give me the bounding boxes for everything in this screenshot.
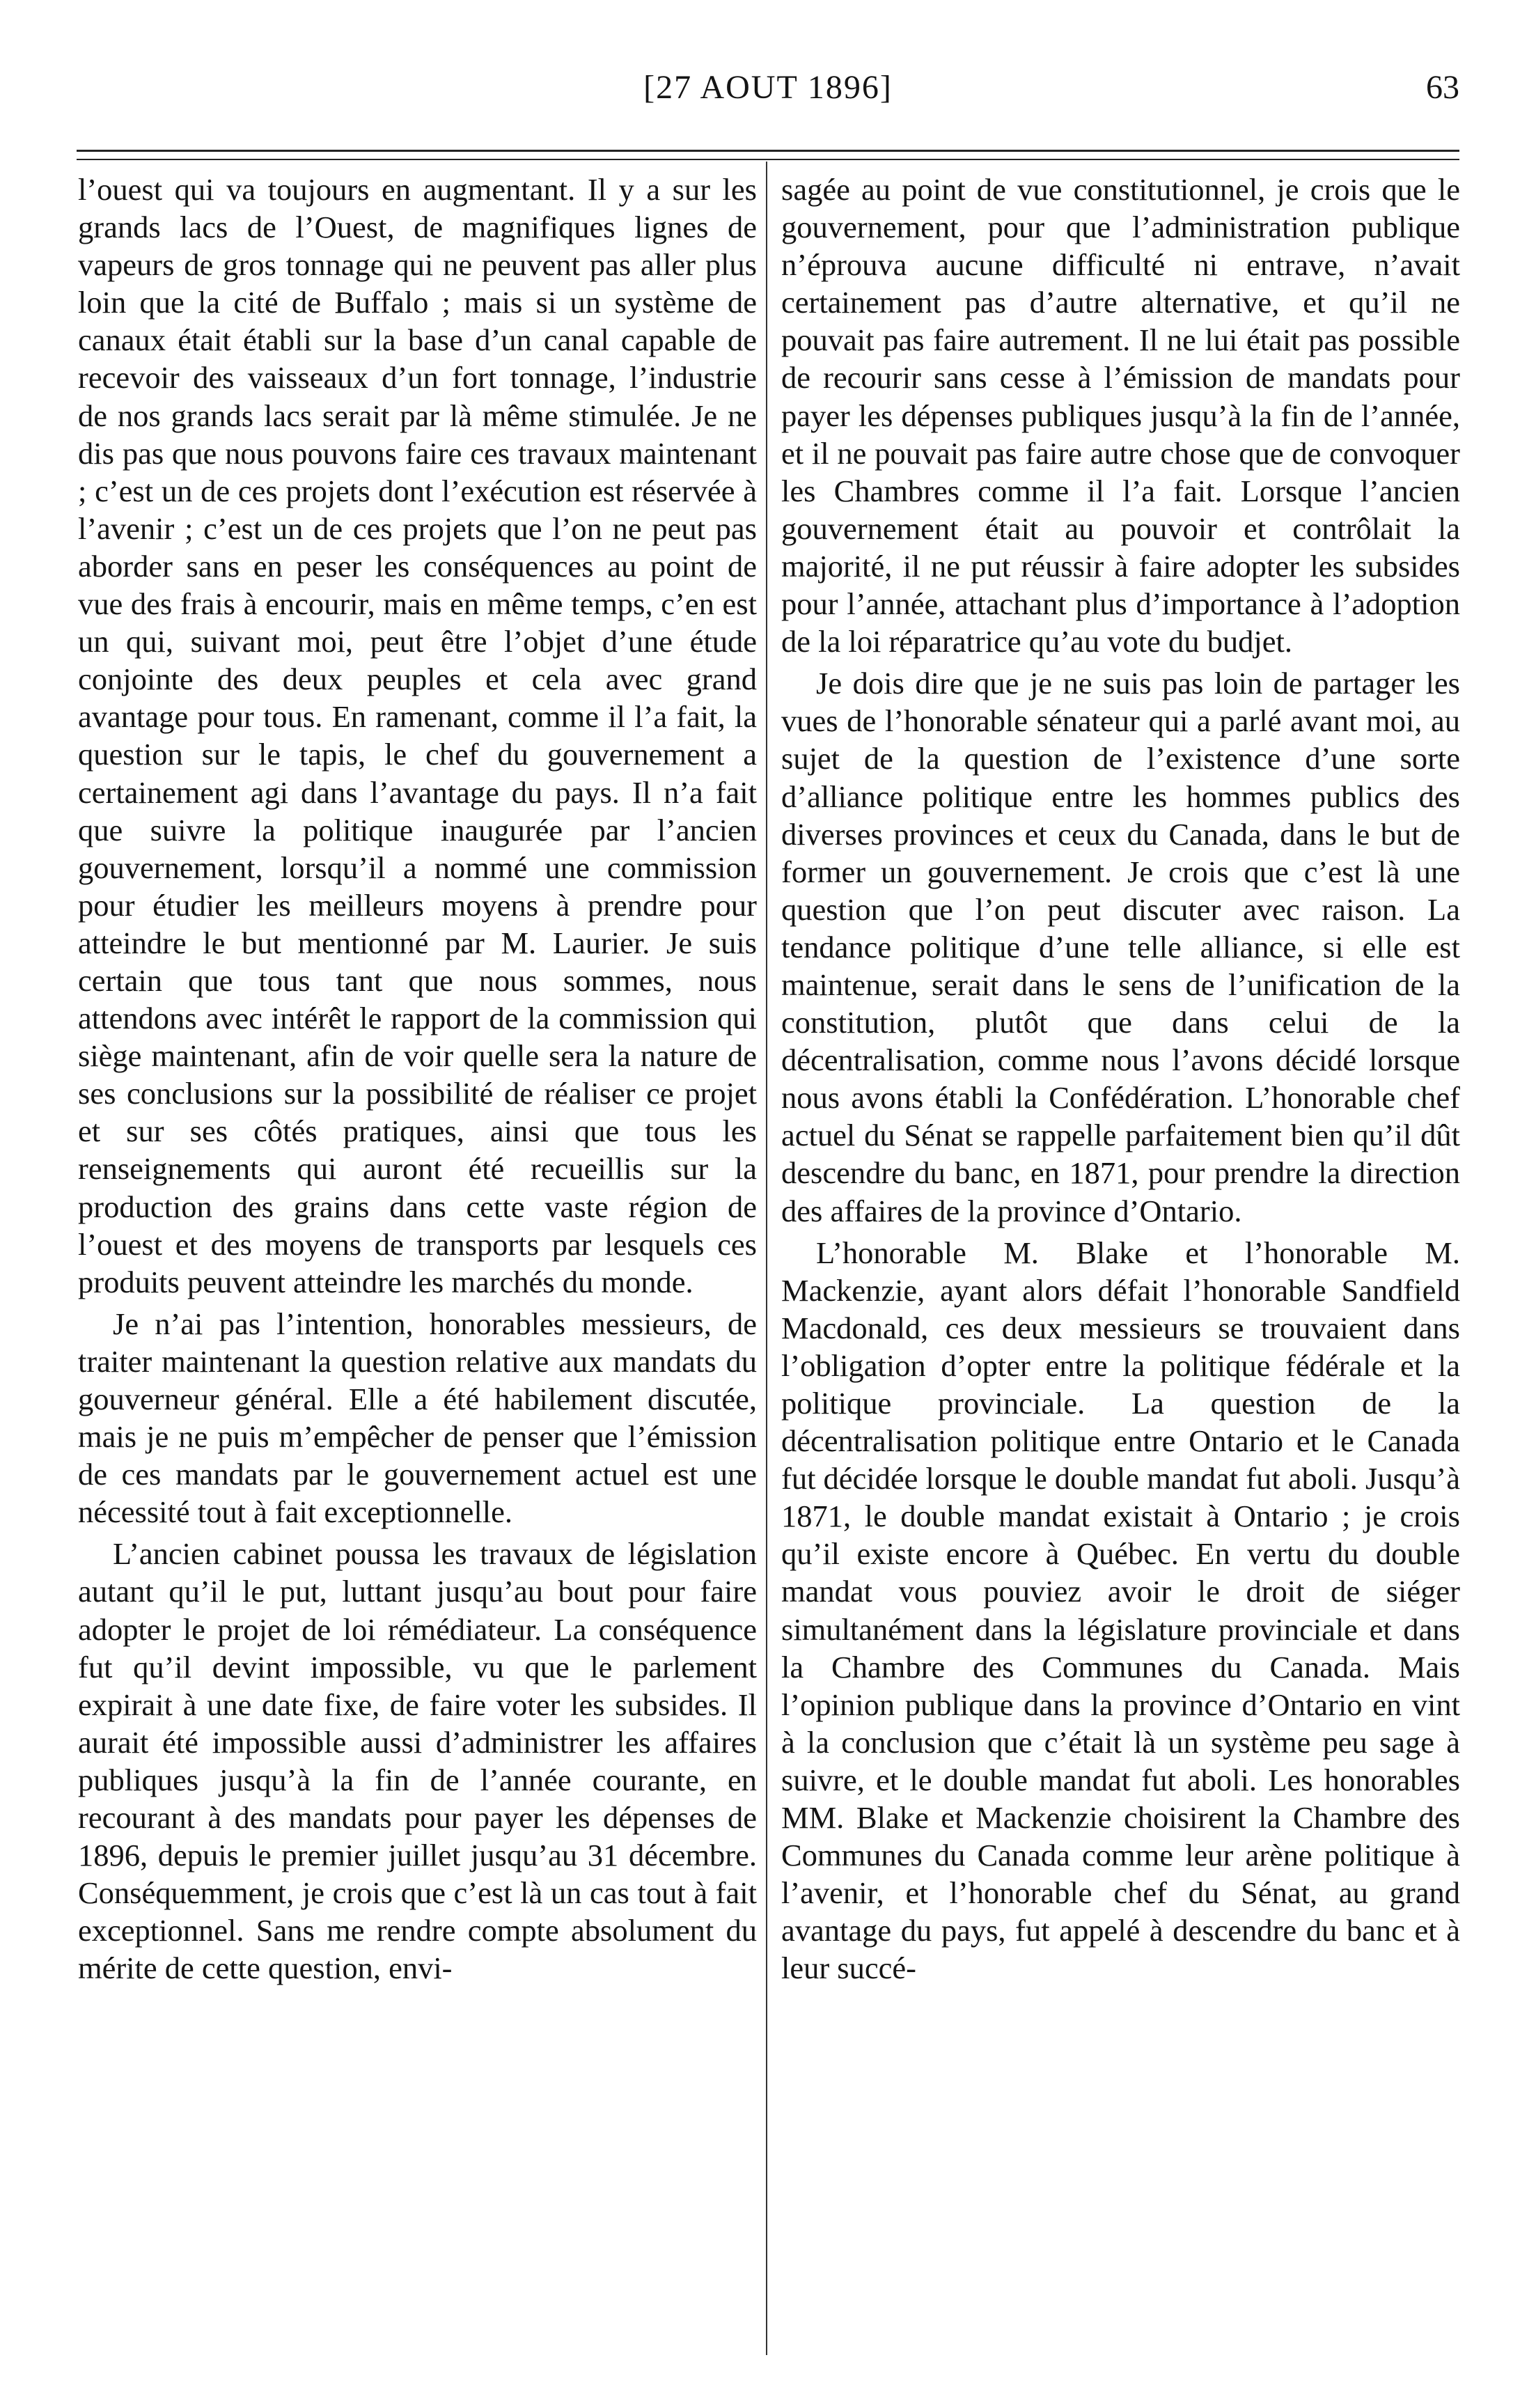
left-paragraph-1: l’ouest qui va toujours en augmentant. Il y a sur les grands lacs de l’Ouest, de magnifiques lignes de vapeurs de gros tonnage qui ne peuvent pas aller plus loin que la cité de Buffalo ; mais si un système de canaux était établi sur la base d’un canal capable de recevoir des vaisseaux d’un fort tonnage, l’industrie de nos grands lacs serait par là même stimulée. Je ne dis pas que nous pouvons faire ces travaux maintenant ; c’est un de ces projets dont l’exécution est réservée à l’avenir ; c’est un de ces projets que l’on ne peut pas aborder sans en peser les conséquences au point de vue des frais à encourir, mais en même temps, c’en est un qui, suivant moi, peut être l’objet d’une étude conjointe des deux peuples et cela avec grand avantage pour tous. En ramenant, comme il l’a fait, la question sur le tapis, le chef du gouvernement a certainement agi dans l’avantage du pays. Il n’a fait que suivre la politique inaugurée par l’ancien gouvernement, lorsqu’il a nommé une commission pour étudier les meilleurs moyens à prendre pour atteindre le but mentionné par M. Laurier. Je suis certain que tous tant que nous sommes, nous attendons avec intérêt le rapport de la commission qui siège maintenant, afin de voir quelle sera la nature de ses conclusions sur la possibilité de réaliser ce projet et sur ses côtés pratiques, ainsi que tous les renseignements qui auront été recueillis sur la production des grains dans cette vaste région de l’ouest et des moyens de transports par lesquels ces produits peuvent atteindre les marchés du monde. xyxy=(78,172,757,1299)
right-paragraph-2: Je dois dire que je ne suis pas loin de partager les vues de l’honorable sénateur qui a parlé avant moi, au sujet de la question de l’existence d’une sorte d’alliance politique entre les hommes publics des diverses provinces et ceux du Canada, dans le but de former un gouvernement. Je crois que c’est là une question que l’on peut discuter avec raison. La tendance politique d’une telle alliance, si elle est maintenue, serait dans le sens de l’unification de la constitution, plutôt que dans celui de la décentralisation, comme nous l’avons décidé lorsque nous avons établi la Confédération. L’honorable chef actuel du Sénat se rappelle parfaitement bien qu’il dût descendre du banc, en 1871, pour prendre la direction des affaires de la province d’Ontario. xyxy=(781,666,1460,1228)
right-paragraph-1: sagée au point de vue constitutionnel, je crois que le gouvernement, pour que l’administration publique n’éprouva aucune difficulté ni entrave, n’avait certainement pas d’autre alternative, et qu’il ne pouvait pas faire autrement. Il ne lui était pas possible de recourir sans cesse à l’émission de mandats pour payer les dépenses publiques jusqu’à la fin de l’année, et il ne pouvait pas faire autre chose que de convoquer les Chambres comme il l’a fait. Lorsque l’ancien gouvernement était au pouvoir et contrôlait la majorité, il ne put réussir à faire adopter les subsides pour l’année, attachant plus d’importance à l’adoption de la loi réparatrice qu’au vote du budjet. xyxy=(781,172,1460,659)
column-divider xyxy=(766,162,767,2355)
running-head-date: [27 AOUT 1896] xyxy=(643,69,893,106)
right-column xyxy=(781,171,1460,2364)
left-paragraph-3: L’ancien cabinet poussa les travaux de législation autant qu’il le put, luttant jusqu’au bout pour faire adopter le projet de loi rémédiateur. La conséquence fut qu’il devint impossible, vu que le parlement expirait à une date fixe, de faire voter les subsides. Il aurait été impossible aussi d’administrer les affaires publiques jusqu’à la fin de l’année courante, en recourant à des mandats pour payer les dépenses de 1896, depuis le premier juillet jusqu’au 31 décembre. Conséquemment, je crois que c’est là un cas tout à fait exceptionnel. Sans me rendre compte absolument du mérite de cette question, envi- xyxy=(78,1536,757,1986)
header-rule-bottom xyxy=(77,159,1459,160)
page-header xyxy=(77,61,1459,117)
page-number: 63 xyxy=(1426,69,1459,106)
left-column xyxy=(78,171,757,2364)
left-paragraph-2: Je n’ai pas l’intention, honorables messieurs, de traiter maintenant la question relative aux mandats du gouverneur général. Elle a été habilement discutée, mais je ne puis m’empêcher de penser que l’émission de ces mandats par le gouvernement actuel est une nécessité tout à fait exceptionnelle. xyxy=(78,1306,757,1530)
right-paragraph-3: L’honorable M. Blake et l’honorable M. Mackenzie, ayant alors défait l’honorable Sandfield Macdonald, ces deux messieurs se trouvaient dans l’obligation d’opter entre la politique fédérale et la politique provinciale. La question de la décentralisation politique entre Ontario et le Canada fut décidée lorsque le double mandat fut aboli. Jusqu’à 1871, le double mandat existait à Ontario ; je crois qu’il existe encore à Québec. En vertu du double mandat vous pouviez avoir le droit de siéger simultanément dans la législature provinciale et dans la Chambre des Communes du Canada. Mais l’opinion publique dans la province d’Ontario en vint à la conclusion que c’était là un système peu sage à suivre, et le double mandat fut aboli. Les honorables MM. Blake et Mackenzie choisirent la Chambre des Communes du Canada comme leur arène politique à l’avenir, et l’honorable chef du Sénat, au grand avantage du pays, fut appelé à descendre du banc et à leur succé- xyxy=(781,1235,1460,1986)
header-rule-top xyxy=(77,150,1459,152)
